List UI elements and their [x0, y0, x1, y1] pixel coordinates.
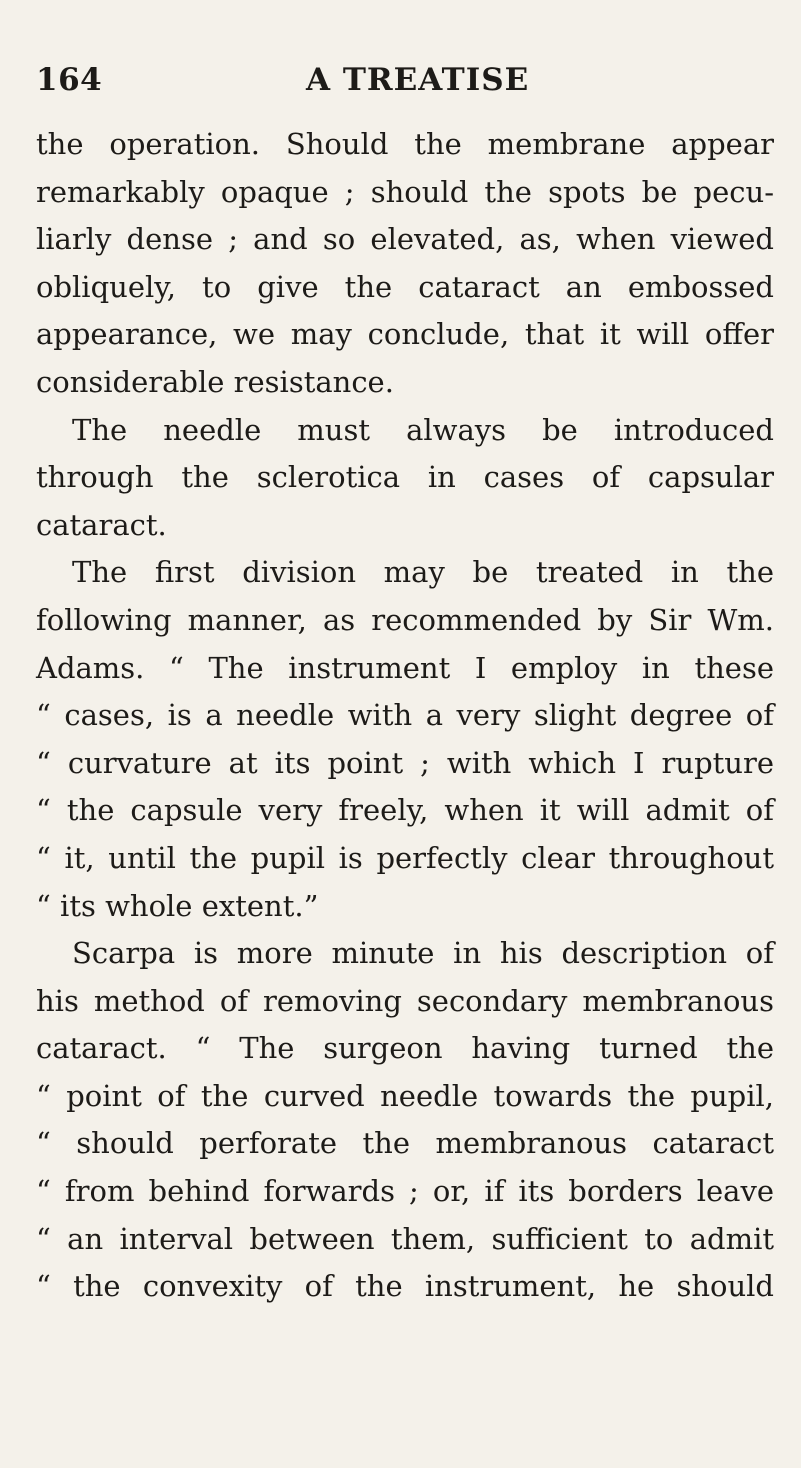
text-line: “ the capsule very freely, when it will admit of	[36, 793, 774, 828]
text-line: Adams. “ The instrument I employ in these	[36, 650, 774, 685]
text-line: “ it, until the pupil is perfectly clear throughout	[36, 840, 774, 875]
text-line: “ point of the curved needle towards the pupil,	[36, 1078, 774, 1113]
text-line: his method of removing secondary membranous	[36, 983, 774, 1018]
text-line: “ from behind forwards ; or, if its borders leave	[36, 1174, 774, 1209]
text-line: the operation. Should the membrane appear	[36, 127, 774, 161]
text-line: through the sclerotica in cases of capsular	[36, 460, 774, 495]
text-line: remarkably opaque ; should the spots be pecu-	[36, 174, 774, 209]
text-line: “ should perforate the membranous cataract	[36, 1126, 774, 1161]
page-number: 164	[36, 62, 103, 98]
running-title: A TREATISE	[306, 62, 530, 98]
text-line: cataract.	[36, 507, 167, 542]
text-line: “ curvature at its point ; with which I rupture	[36, 745, 774, 780]
text-line: The first division may be treated in the	[72, 555, 774, 590]
text-line: “ cases, is a needle with a very slight degree of	[36, 698, 774, 733]
text-line: considerable resistance.	[36, 364, 394, 399]
page-header	[36, 60, 776, 100]
text-line: cataract. “ The surgeon having turned the	[36, 1031, 774, 1066]
text-line: appearance, we may conclude, that it will offer	[36, 317, 774, 352]
text-line: “ the convexity of the instrument, he should	[36, 1269, 774, 1304]
text-line: Scarpa is more minute in his description of	[72, 936, 774, 971]
text-line: “ its whole extent.”	[36, 888, 319, 923]
text-line: obliquely, to give the cataract an embossed	[36, 269, 774, 304]
text-line: liarly dense ; and so elevated, as, when viewed	[36, 222, 774, 257]
text-line: The needle must always be introduced	[72, 412, 774, 447]
text-line: “ an interval between them, sufficient to admit	[36, 1221, 774, 1256]
text-line: following manner, as recommended by Sir Wm.	[36, 602, 774, 637]
body-text	[36, 121, 774, 1311]
